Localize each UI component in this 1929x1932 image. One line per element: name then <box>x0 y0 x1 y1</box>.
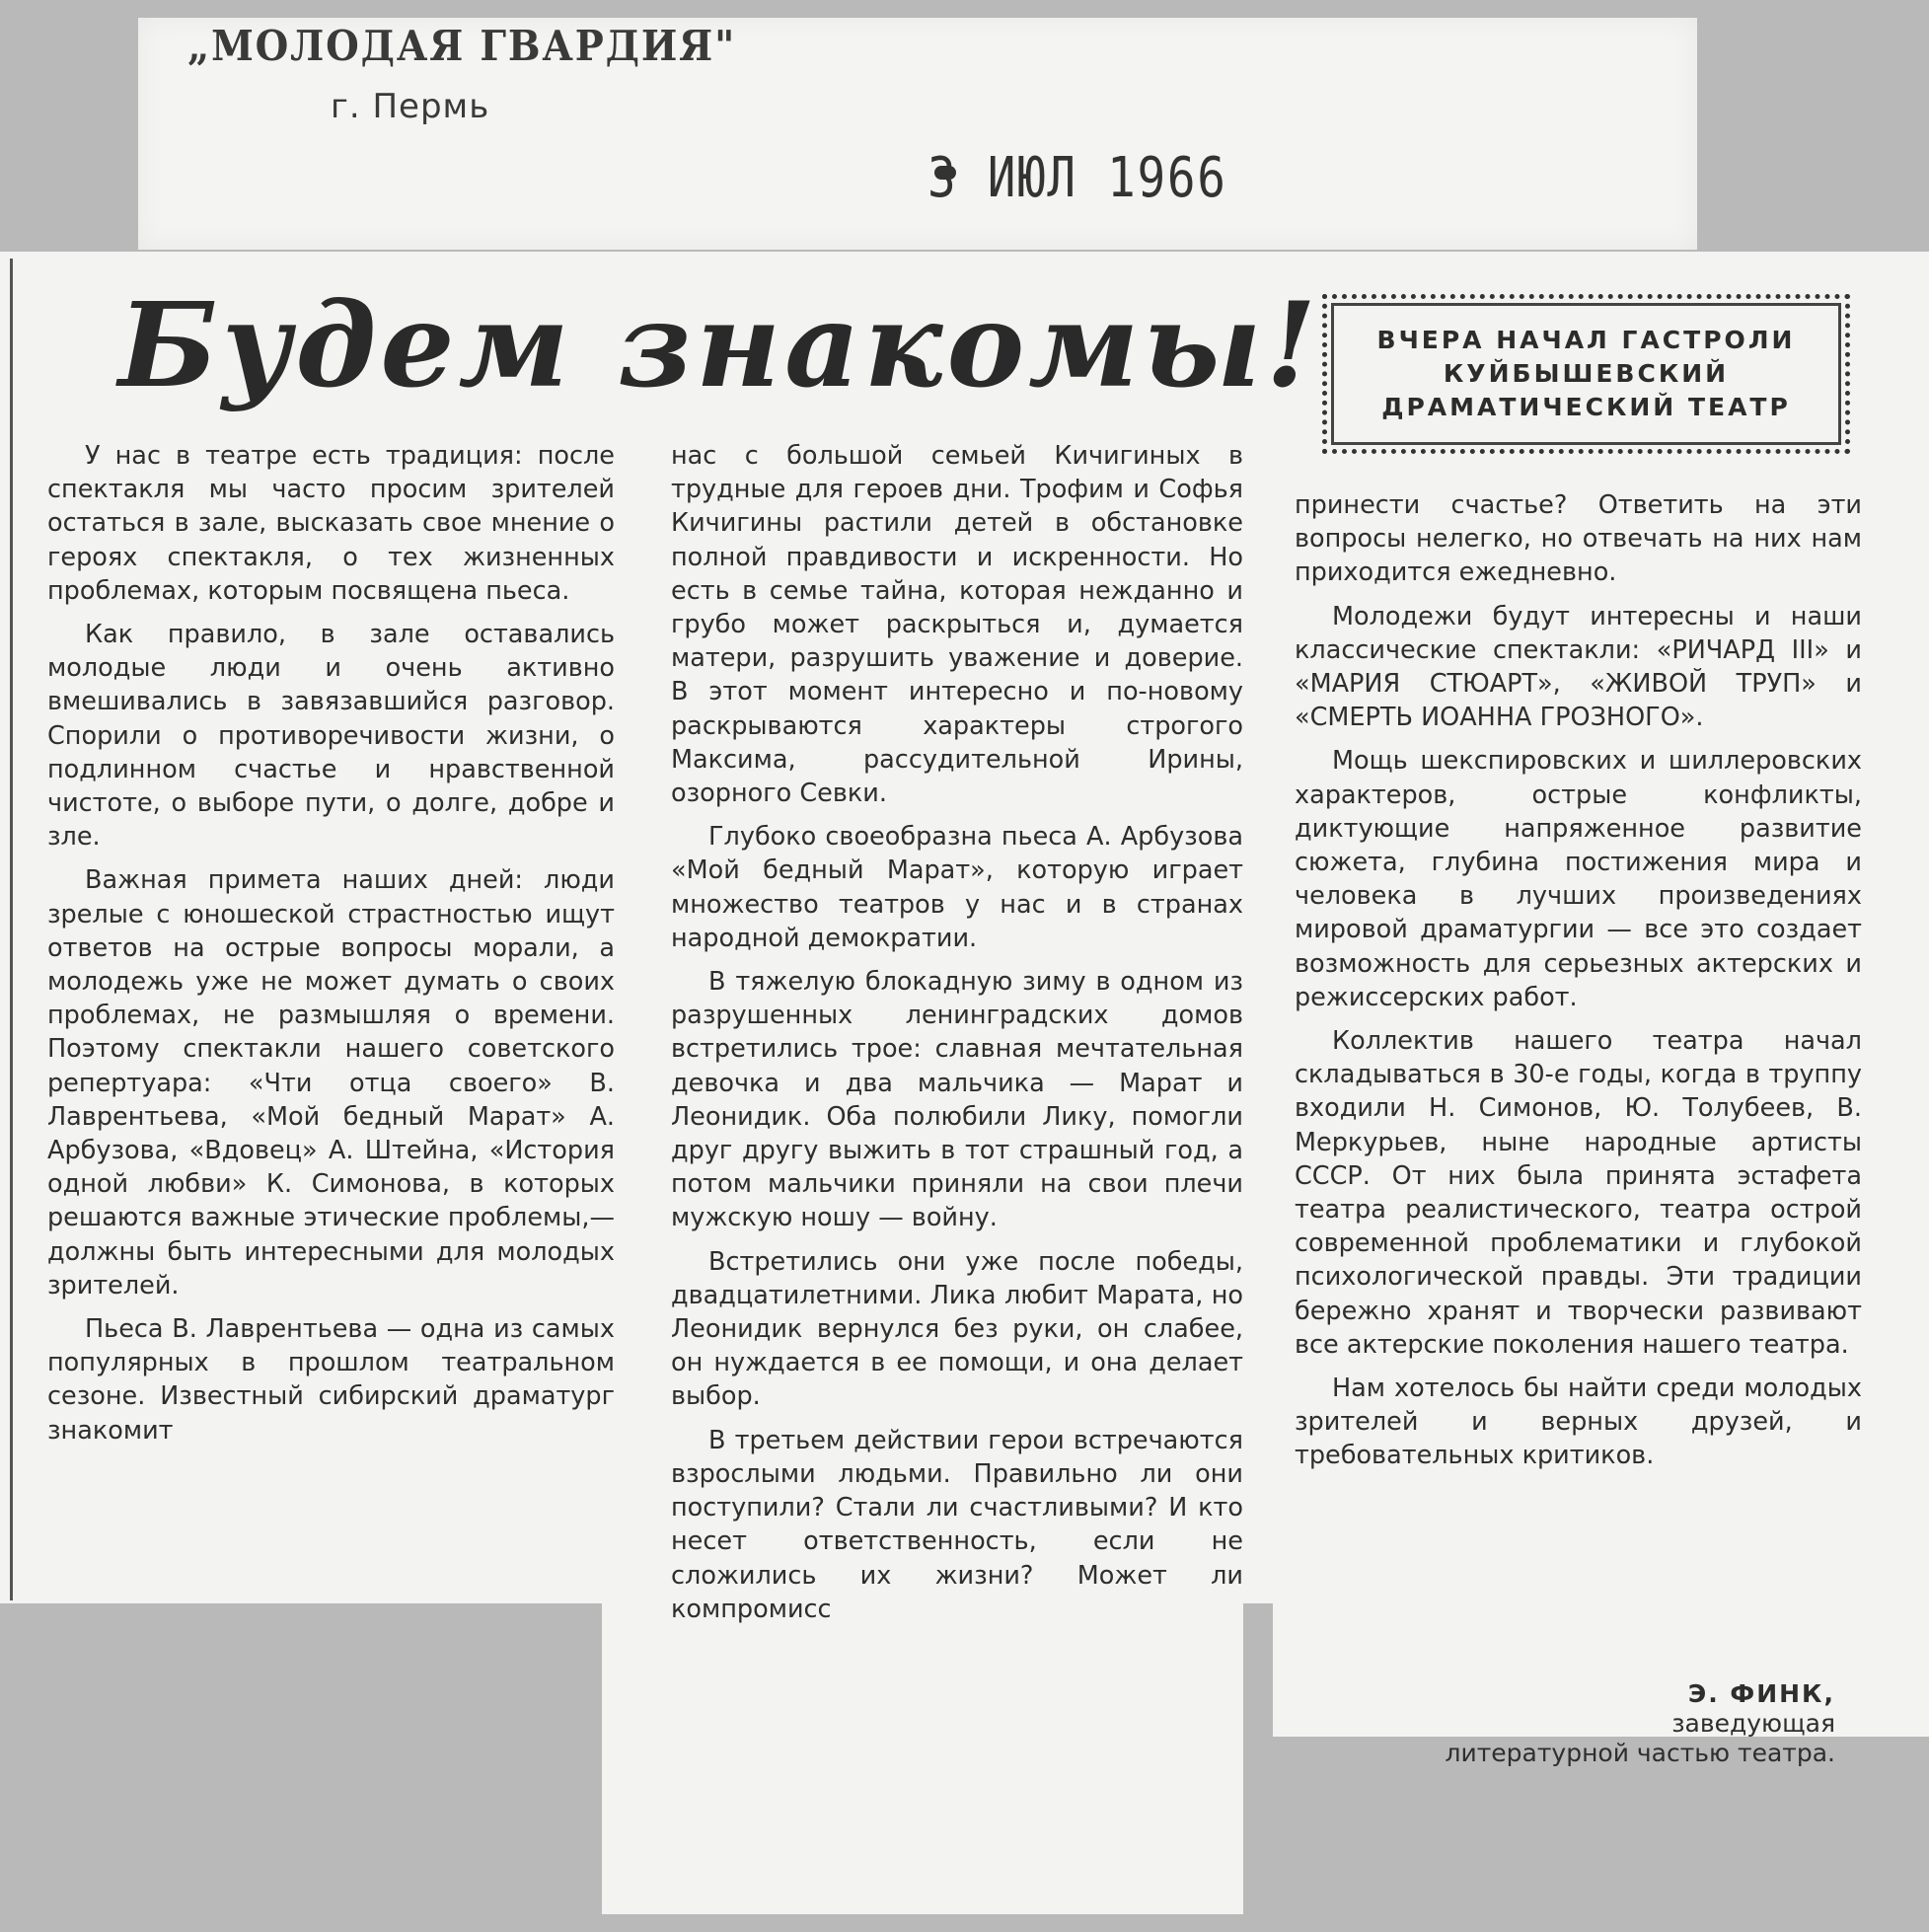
paragraph: нас с большой семьей Кичигиных в трудные для героев дни. Трофим и Софья Кичигины растили детей в обстановке полной правдивости и искренности. Но есть в семье тайна, которая нежданно и грубо может раскрыться и, думается матери, разрушить уважение и доверие. В этот момент интересно и по-новому раскрываются характеры строгого Максима, рассудительной Ирины, озорного Севки. <box>671 441 1243 809</box>
article-headline: Будем знакомы! <box>118 276 1321 413</box>
clipping-edge <box>10 259 13 1600</box>
paragraph: В третьем действии герои встречаются взрослыми людьми. Правильно ли они поступили? Стали ли счастливыми? И кто несет ответственность, если не сложились их жизни? Может ли компромисс <box>671 1425 1243 1624</box>
article-column-2 <box>671 439 1243 1636</box>
announcement-line: КУЙБЫШЕВСКИЙ <box>1443 359 1730 388</box>
article-column-3 <box>1295 488 1862 1483</box>
paragraph: У нас в театре есть традиция: после спектакля мы часто просим зрителей остаться в зале, высказать свое мнение о героях спектакля, о тех жизненных проблемах, которым посвящена пьеса. <box>47 441 615 606</box>
newspaper-name: „МОЛОДАЯ ГВАРДИЯ" <box>187 22 737 70</box>
paragraph: Нам хотелось бы найти среди молодых зрителей и верных друзей, и требовательных критиков. <box>1295 1374 1862 1471</box>
paragraph: Глубоко своеобразна пьеса А. Арбузова «Мой бедный Марат», которую играет множество театров у нас и в странах народной демократии. <box>671 822 1243 953</box>
announcement-line: ВЧЕРА НАЧАЛ ГАСТРОЛИ <box>1376 326 1796 354</box>
paragraph: Пьеса В. Лаврентьева — одна из самых популярных в прошлом театральном сезоне. Известный сибирский драматург знакомит <box>47 1314 615 1446</box>
paragraph: Мощь шекспировских и шиллеровских характеров, острые конфликты, диктующие напряженное развитие сюжета, глубина постижения мира и человека в лучших произведениях мировой драматургии — все это создает возможность для серьезных актерских и режиссерских работ. <box>1295 746 1862 1012</box>
article-clipping-middle-tail <box>602 1598 1243 1914</box>
author-title: заведующая <box>1671 1709 1835 1738</box>
paragraph: Как правило, в зале оставались молодые люди и очень активно вмешивались в завязавшийся разговор. Спорили о противоречивости жизни, о подлинном счастье и нравственной чистоте, о выборе пути, о долге, добре и зле. <box>47 620 615 853</box>
paragraph: Важная примета наших дней: люди зрелые с юношеской страстностью ищут ответов на острые вопросы морали, а молодежь уже не может думать о своих проблемах, не размышляя о времени. Поэтому спектакли нашего советского репертуара: «Чти отца своего» В. Лаврентьева, «Мой бедный Марат» А. Арбузова, «Вдовец» А. Штейна, «История одной любви» К. Симонова, в которых решаются важные этические проблемы,— должны быть интересными для молодых зрителей. <box>47 865 615 1300</box>
author-signature <box>1283 1679 1835 1768</box>
paragraph: В тяжелую блокадную зиму в одном из разрушенных ленинградских домов встретились трое: славная мечтательная девочка и два мальчика — Марат и Леонидик. Оба полюбили Лику, помогли друг другу выжить в тот страшный год, а потом мальчики приняли на свои плечи мужскую ношу — войну. <box>671 967 1243 1233</box>
author-title: литературной частью театра. <box>1445 1739 1835 1767</box>
paragraph: Молодежи будут интересны и наши классические спектакли: «РИЧАРД III» и «МАРИЯ СТЮАРТ», «ЖИВОЙ ТРУП» и «СМЕРТЬ ИОАННА ГРОЗНОГО». <box>1295 601 1862 733</box>
author-name: Э. ФИНК, <box>1687 1679 1835 1708</box>
date-stamp: 3 ИЮЛ 1966 <box>927 146 1227 210</box>
paragraph: Коллектив нашего театра начал складываться в 30-е годы, когда в труппу входили Н. Симонов, Ю. Толубеев, В. Меркурьев, ныне народные артисты СССР. От них была принята эстафета театра реалистического, театра острой современной проблематики и глубокой психологической правды. Эти традиции бережно хранят и творчески развивают все актерские поколения нашего театра. <box>1295 1026 1862 1360</box>
announcement-line: ДРАМАТИЧЕСКИЙ ТЕАТР <box>1381 393 1791 421</box>
article-column-1 <box>47 439 615 1457</box>
paragraph: Встретились они уже после победы, двадцатилетними. Лика любит Марата, но Леонидик вернулся без руки, он слабее, он нуждается в ее помощи, и она делает выбор. <box>671 1246 1243 1412</box>
tour-announcement-box <box>1322 294 1850 454</box>
city-label: г. Пермь <box>331 87 490 126</box>
paragraph: принести счастье? Ответить на эти вопросы нелегко, но отвечать на них нам приходится ежедневно. <box>1295 490 1862 588</box>
